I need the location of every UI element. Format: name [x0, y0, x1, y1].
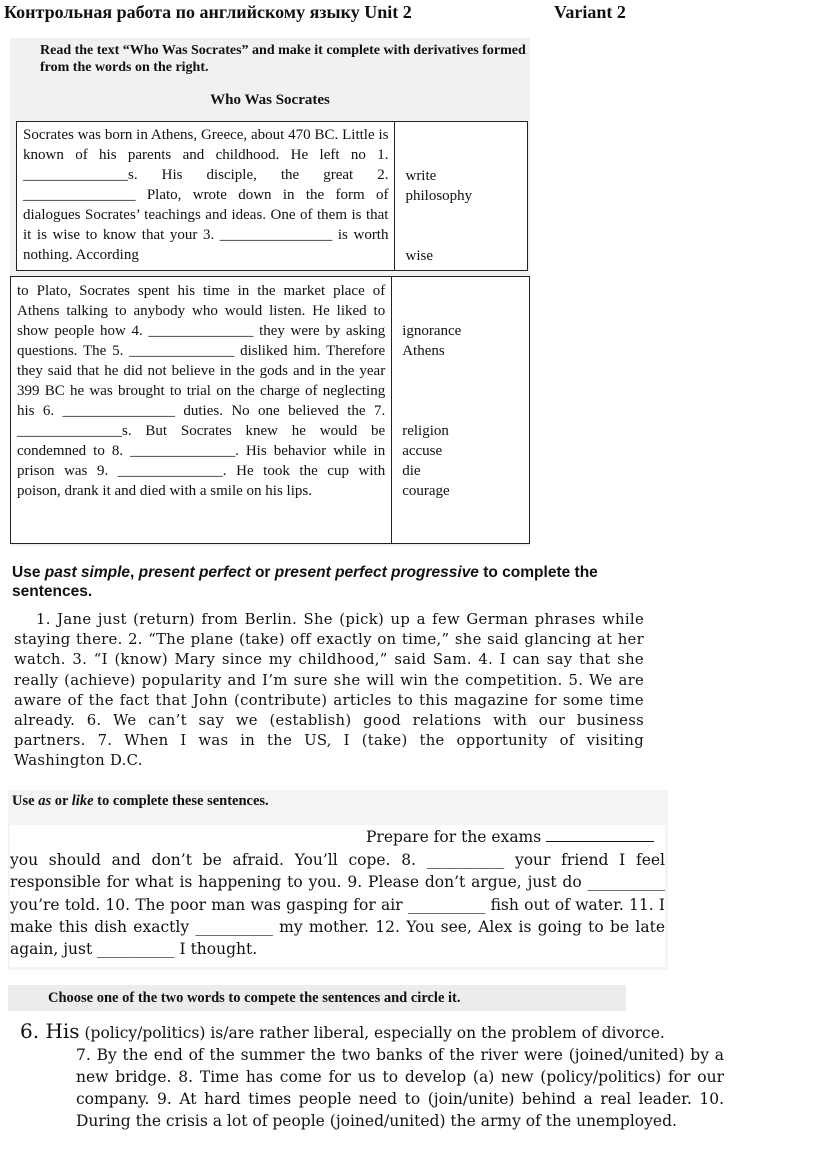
word-column-part2	[392, 277, 530, 544]
document-title: Контрольная работа по английскому языку Unit 2	[4, 2, 412, 22]
word-cell: Athens	[402, 343, 445, 359]
word-cell: accuse	[402, 443, 443, 459]
word-cell	[402, 381, 523, 401]
exercise-table-part2	[10, 276, 530, 544]
instruction-text: to complete the sentences.	[12, 564, 598, 600]
word-cell: ignorance	[402, 323, 462, 339]
instruction-text: or	[250, 564, 275, 581]
tense-name: present perfect	[138, 564, 251, 581]
tense-name: present perfect progressive	[274, 564, 479, 581]
word-cell	[402, 281, 523, 301]
word-cell: die	[402, 463, 421, 479]
question-number: 6. His	[20, 1019, 80, 1043]
exercise-table-part1	[16, 121, 528, 271]
story-text-part1: Socrates was born in Athens, Greece, about 470 BC. Little is known of his parents and childhood. He left no 1. ______________s. His disciple, the great 2. _______________ Plato, wrote down in the form of dialogues Socrates’ teachings and ideas. One of them is that it is wise to know that your 3. _______________ is worth nothing. According	[17, 122, 395, 271]
variant-label: Variant 2	[554, 2, 626, 22]
page-header	[0, 0, 816, 26]
instruction-text: ,	[130, 564, 139, 581]
word-cell	[405, 226, 521, 246]
answer-blank[interactable]	[546, 827, 654, 842]
line1-text: Prepare for the exams	[366, 828, 542, 846]
section1-heading: Who Was Socrates	[210, 92, 330, 108]
word-cell	[402, 401, 523, 421]
word-cell	[402, 301, 523, 321]
instruction-text: to complete these sentences.	[93, 793, 269, 809]
instruction-text: Use	[12, 564, 45, 581]
section2-text: 1. Jane just (return) from Berlin. She (pick) up a few German phrases while staying there. 2. “The plane (take) off exactly on time,” she said glancing at her watch. 3. “I (know) Mary since my childhood,” said Sam. 4. I can say that she really (achieve) popularity and I’m sure she will win the competition. 5. We are aware of the fact that John (contribute) articles to this magazine for some time already. 6. We can’t say we (establish) good relations with our business partners. 7. When I was in the US, I (take) the opportunity of visiting Washington D.C.	[14, 611, 644, 770]
section4-continuation: 7. By the end of the summer the two banks of the river were (joined/united) by a new bridge. 8. Time has come for us to develop (a) new (policy/politics) for our company. 9. At hard times people need to (join/unite) behind a real leader. 10. During the crisis a lot of people (joined/united) the army of the unemployed.	[76, 1046, 724, 1130]
section4-text	[20, 1020, 724, 1132]
section3-text: you should and don’t be afraid. You’ll cope. 8. __________ your friend I feel responsible for what is happening to you. 9. Please don’t argue, just do __________ you’re told. 10. The poor man was gasping for air __________ fish out of water. 11. I make this dish exactly __________ my mother. 12. You see, Alex is going to be late again, just __________ I thought.	[10, 851, 665, 959]
word-cell: philosophy	[405, 188, 473, 204]
instruction-text: Use	[12, 793, 39, 809]
word-cell	[405, 206, 521, 226]
question-text: (policy/politics) is/are rather liberal, especially on the problem of divorce.	[84, 1024, 665, 1042]
keyword-as: as	[38, 793, 52, 809]
word-cell: wise	[405, 248, 433, 264]
story-text-part2: to Plato, Socrates spent his time in the market place of Athens talking to anybody who would listen. He liked to show people how 4. ______________ they were by asking questions. The 5. ______________ disliked him. Therefore they said that he did not believe in the gods and in the year 399 BC he was brought to trial on the charge of neglecting his 6. _______________ duties. No one believed the 7. ______________s. But Socrates knew he would be condemned to 8. ______________. His behavior while in prison was 9. ______________. He took the cup with poison, drank it and died with a smile on his lips.	[11, 277, 392, 544]
tense-name: past simple	[44, 564, 131, 581]
word-cell	[402, 361, 523, 381]
section4-instruction: Choose one of the two words to compete the sentences and circle it.	[48, 990, 461, 1006]
word-cell: religion	[402, 423, 449, 439]
instruction-text: or	[51, 793, 72, 809]
section2-instruction	[12, 563, 652, 601]
keyword-like: like	[71, 793, 94, 809]
section1-instruction: Read the text “Who Was Socrates” and make it complete with derivatives formed from the words on the right.	[40, 43, 526, 75]
word-cell: courage	[402, 483, 450, 499]
section3-first-line	[366, 826, 666, 848]
word-cell	[405, 146, 521, 166]
word-cell	[405, 126, 521, 146]
word-cell: write	[405, 168, 437, 184]
section3-instruction	[12, 793, 412, 810]
word-column-part1	[395, 122, 528, 271]
